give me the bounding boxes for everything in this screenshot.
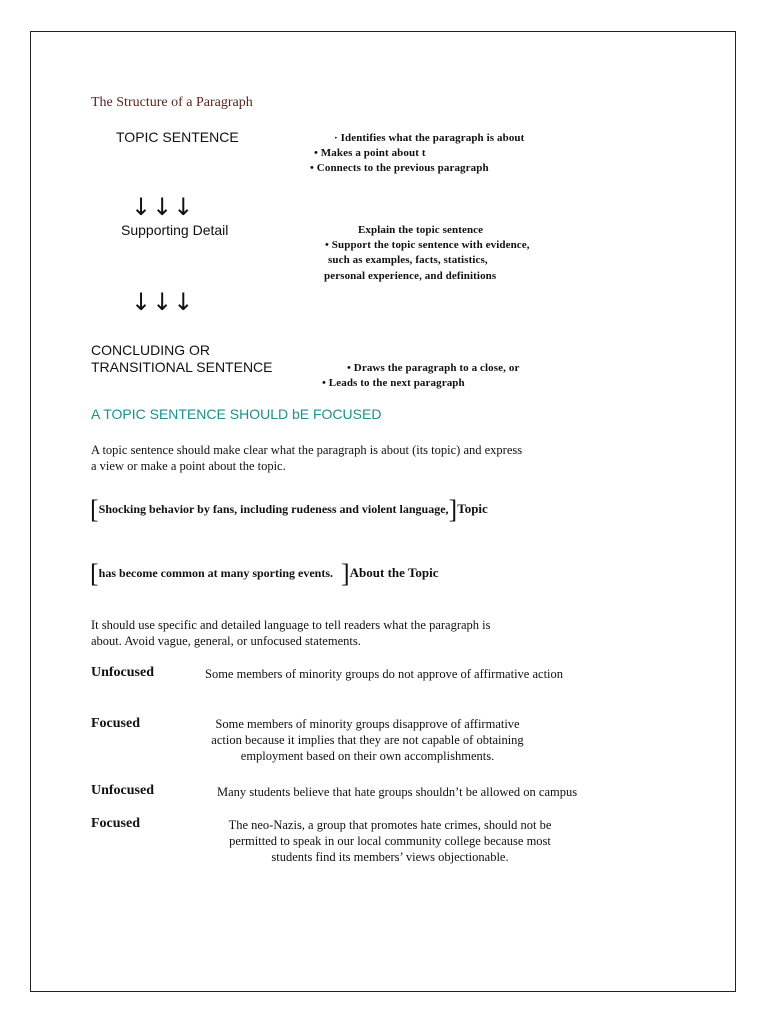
down-arrows-icon: ↓↓↓ (131, 193, 195, 221)
example-topic-tag: Topic (457, 501, 488, 516)
concluding-heading-line1: CONCLUDING OR (91, 342, 211, 358)
unfocused-label: Unfocused (91, 665, 155, 680)
example-about-tag: About the Topic (349, 565, 439, 580)
focused-label: Focused (91, 716, 140, 731)
bracket-close: ] (341, 559, 350, 588)
specific-line-1: It should use specific and detailed language to tell readers what the paragraph is (91, 618, 491, 632)
supporting-line-3: such as examples, facts, statistics, (328, 254, 488, 266)
focused-label: Focused (91, 816, 140, 831)
unfocused-example-1: Some members of minority groups do not approve of affirmative action (205, 667, 564, 681)
example-topic-text: Shocking behavior by fans, including rudeness and violent language, (98, 502, 449, 516)
specific-line-2: about. Avoid vague, general, or unfocused statements. (91, 634, 361, 648)
concluding-heading-line2: TRANSITIONAL SENTENCE (91, 359, 273, 375)
bracket-open: [ (90, 559, 99, 588)
example-about-topic (90, 561, 439, 587)
topic-bullet-3: • Connects to the previous paragraph (310, 162, 489, 174)
intro-line-1: A topic sentence should make clear what the paragraph is about (its topic) and express (91, 443, 523, 457)
topic-sentence-heading: TOPIC SENTENCE (116, 129, 239, 145)
topic-bullet-2: • Makes a point about t (314, 147, 426, 159)
bracket-open: [ (90, 495, 99, 524)
supporting-line-2: • Support the topic sentence with evidence, (325, 239, 530, 251)
supporting-line-1: Explain the topic sentence (358, 224, 484, 236)
bracket-close: ] (448, 495, 458, 524)
focused-example-1-line: Some members of minority groups disapprove of affirmative (215, 717, 520, 731)
supporting-detail-heading: Supporting Detail (121, 222, 229, 238)
concluding-bullet-2: • Leads to the next paragraph (322, 377, 465, 389)
focused-example-1-line: employment based on their own accomplishments. (240, 749, 495, 763)
unfocused-label: Unfocused (91, 783, 155, 798)
topic-bullet-1: · Identifies what the paragraph is about (334, 132, 525, 144)
focused-example-1 (195, 716, 540, 764)
concluding-bullet-1: • Draws the paragraph to a close, or (347, 362, 520, 374)
example-about-text: has become common at many sporting events. (98, 566, 333, 580)
focus-heading: A TOPIC SENTENCE SHOULD bE FOCUSED (91, 406, 382, 422)
down-arrows-icon: ↓↓↓ (131, 288, 195, 316)
focused-example-1-line: action because it implies that they are not capable of obtaining (211, 733, 524, 747)
intro-line-2: a view or make a point about the topic. (91, 459, 286, 473)
example-topic (90, 497, 488, 523)
focused-example-2 (200, 817, 580, 865)
focused-example-2-line: The neo-Nazis, a group that promotes hate crimes, should not be (228, 818, 552, 832)
unfocused-example-2: Many students believe that hate groups shouldn’t be allowed on campus (217, 785, 578, 799)
document-title: The Structure of a Paragraph (91, 95, 253, 110)
focused-example-2-line: permitted to speak in our local community college because most (229, 834, 551, 848)
supporting-line-4: personal experience, and definitions (324, 270, 497, 282)
focused-example-2-line: students find its members’ views objectionable. (271, 850, 509, 864)
